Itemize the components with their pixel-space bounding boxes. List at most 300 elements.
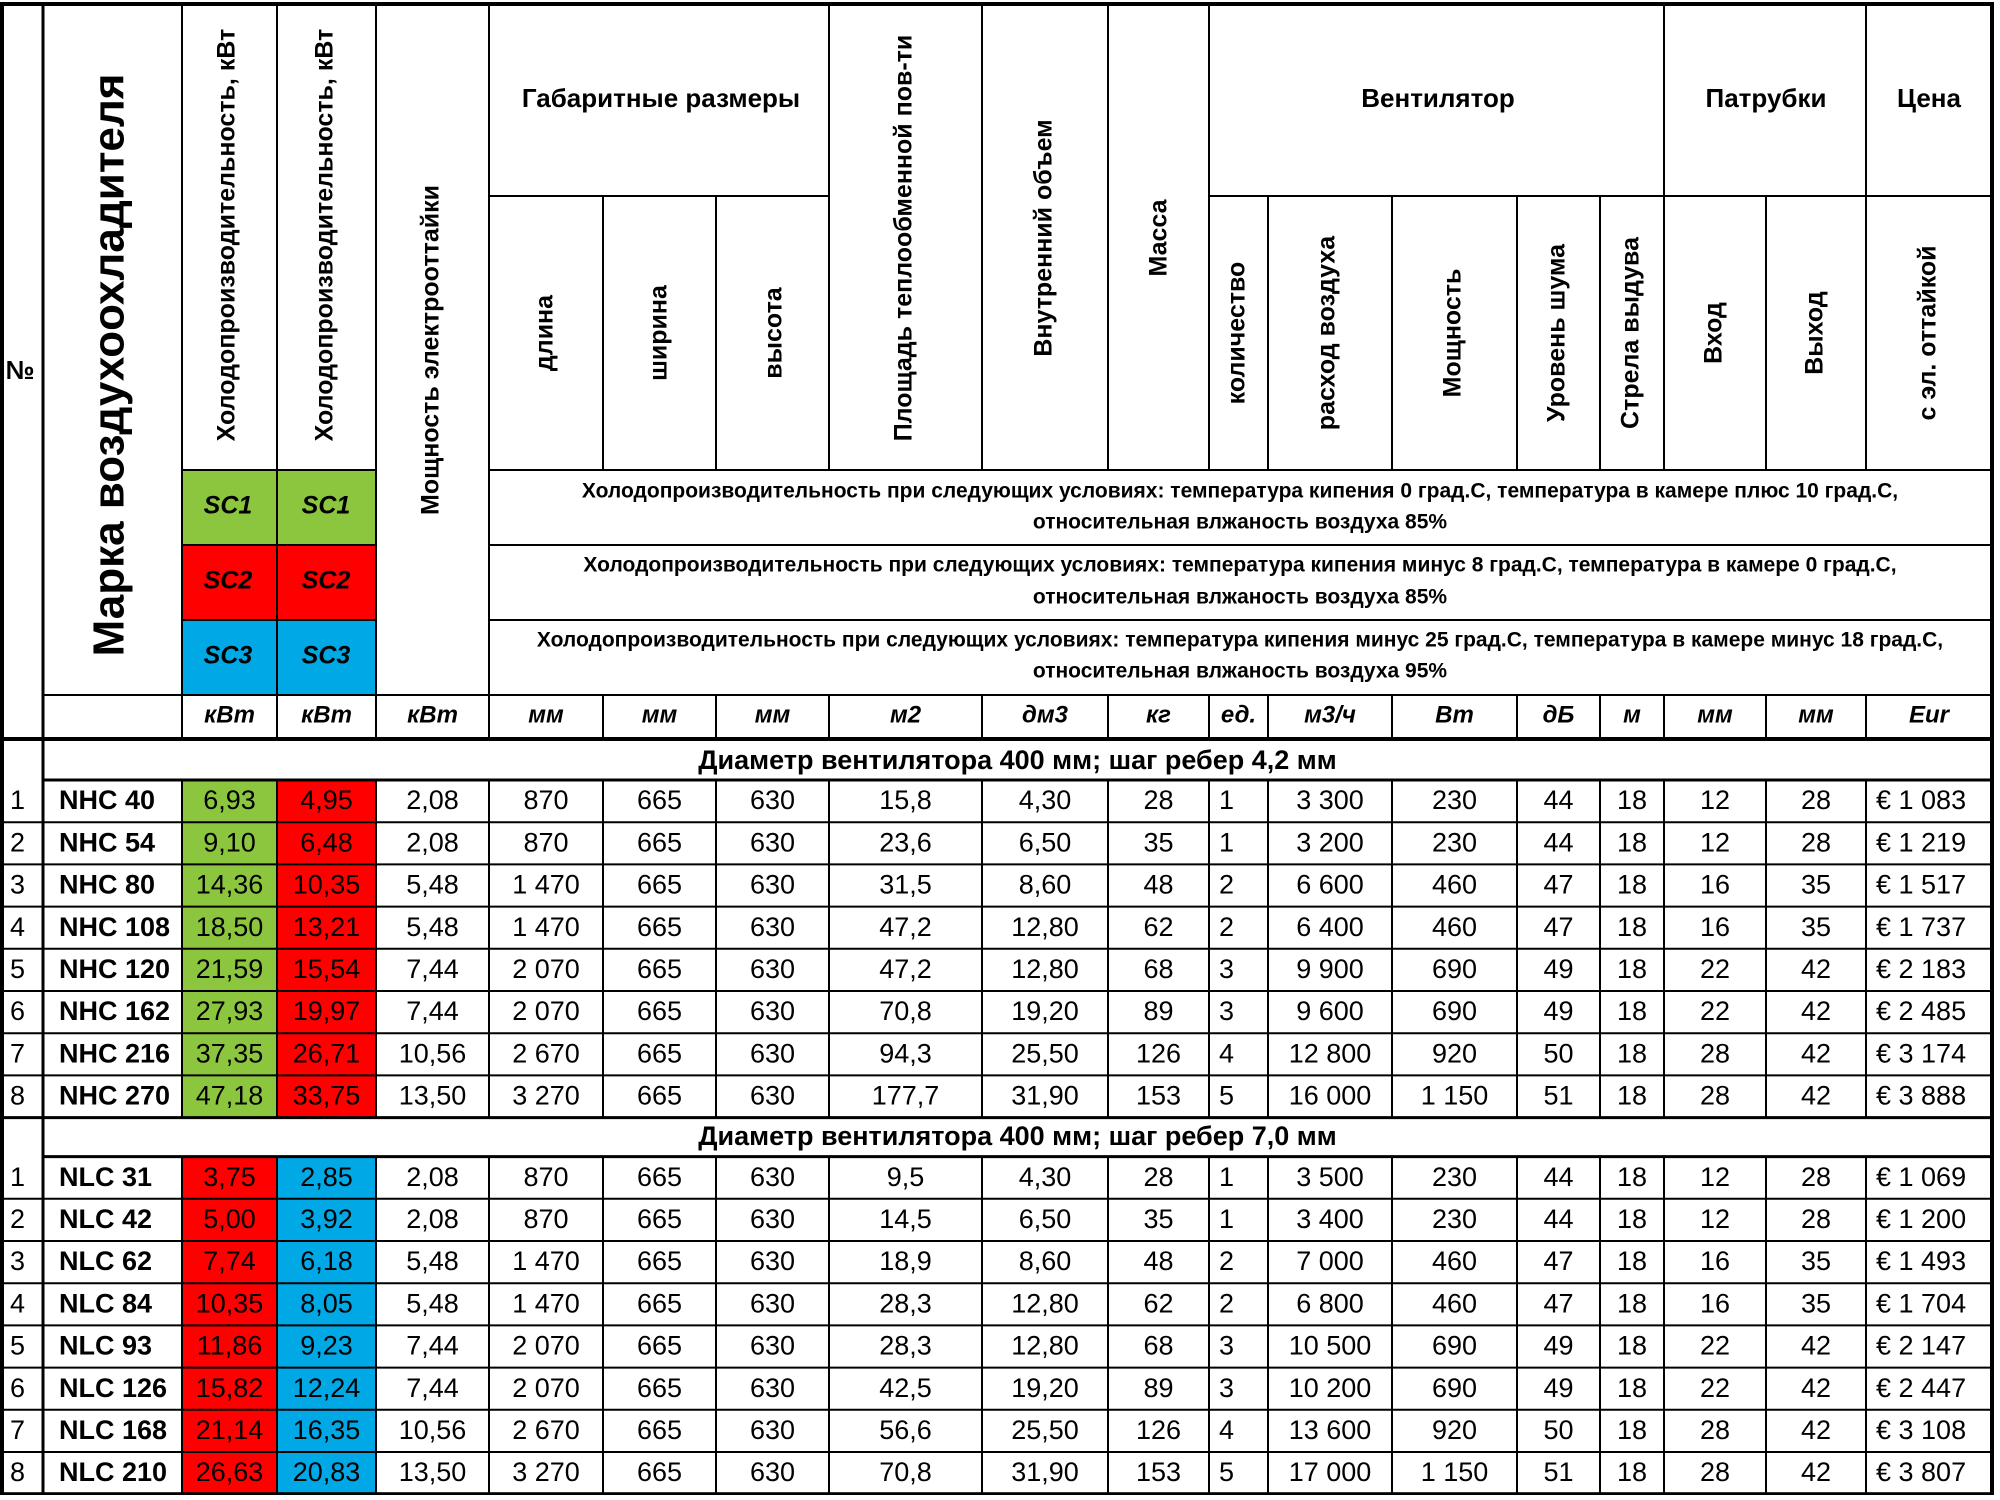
table-cell: 28,3	[879, 1330, 932, 1361]
fan-qty-cell: 5	[1219, 1457, 1235, 1488]
unit-label: мм	[1798, 701, 1834, 729]
table-cell: 2 670	[512, 1038, 580, 1069]
table-cell: 6,93	[203, 785, 256, 816]
condition-sc1-line1: Холодопроизводительность при следующих условиях: температура кипения 0 град.С, температура в камере плюс 10 град.С,	[581, 479, 1899, 503]
fan-qty-cell: 3	[1219, 954, 1235, 985]
fan-qty-cell: 1	[1219, 785, 1235, 816]
table-cell: 630	[749, 1288, 796, 1319]
table-cell: 630	[749, 1204, 796, 1235]
table-cell: 4,30	[1018, 1161, 1072, 1192]
unit-label: дБ	[1542, 701, 1575, 729]
price-cell: € 1 069	[1876, 1161, 1967, 1192]
fan-qty-cell: 3	[1219, 996, 1235, 1027]
table-cell: 15,54	[292, 954, 361, 985]
fan-qty-cell: 3	[1219, 1372, 1235, 1403]
table-cell: 630	[749, 954, 796, 985]
table-cell: 18	[1616, 785, 1648, 816]
table-cell: 665	[636, 1204, 683, 1235]
table-cell: 5,48	[406, 1288, 459, 1319]
table-cell: 12,80	[1011, 1288, 1079, 1319]
fan-qty-cell: 4	[1219, 1038, 1235, 1069]
model-name: NLC 210	[59, 1457, 168, 1488]
sc3-label-1: SC3	[203, 641, 253, 670]
table-cell: 665	[636, 827, 683, 858]
table-cell: 21,59	[195, 954, 264, 985]
table-cell: 26,63	[195, 1457, 264, 1488]
fan-qty-cell: 1	[1219, 827, 1235, 858]
table-cell: 665	[636, 1457, 683, 1488]
table-cell: 665	[636, 1330, 683, 1361]
table-cell: 460	[1431, 869, 1478, 900]
table-cell: 665	[636, 1080, 683, 1111]
table-cell: 630	[749, 1330, 796, 1361]
table-cell: 13,21	[292, 911, 361, 942]
unit-label: кВт	[407, 701, 458, 729]
table-cell: 22	[1699, 1330, 1731, 1361]
table-cell: 7,44	[406, 1372, 459, 1403]
table-cell: 47	[1543, 869, 1574, 900]
table-cell: 3 200	[1296, 827, 1364, 858]
table-cell: 20,83	[292, 1457, 361, 1488]
number-header: №	[5, 354, 35, 385]
condition-sc2-line1: Холодопроизводительность при следующих условиях: температура кипения минус 8 град.С, температура в камере 0 град.С,	[583, 553, 1897, 577]
table-cell: 47,2	[879, 911, 932, 942]
fan-qty-header: количество	[1222, 261, 1251, 405]
model-name: NHC 108	[59, 911, 171, 942]
table-cell: 630	[749, 827, 796, 858]
table-cell: 49	[1543, 1330, 1574, 1361]
table-cell: 35	[1800, 869, 1832, 900]
table-cell: 7,44	[406, 996, 459, 1027]
unit-label: мм	[1697, 701, 1733, 729]
table-cell: 28	[1143, 1161, 1174, 1192]
table-cell: 870	[523, 1204, 569, 1235]
table-cell: 19,20	[1011, 1372, 1079, 1403]
table-cell: 42,5	[879, 1372, 932, 1403]
table-cell: 4,95	[300, 785, 353, 816]
table-cell: 6 600	[1296, 869, 1364, 900]
unit-label: м	[1623, 701, 1641, 729]
table-cell: 68	[1143, 954, 1174, 985]
table-cell: 2 070	[512, 1372, 580, 1403]
model-name: NHC 54	[59, 827, 156, 858]
fan-qty-cell: 4	[1219, 1415, 1235, 1446]
table-cell: 665	[636, 1161, 683, 1192]
table-cell: 51	[1543, 1080, 1574, 1111]
table-cell: 42	[1800, 996, 1832, 1027]
table-cell: 9,23	[300, 1330, 353, 1361]
table-cell: 28,3	[879, 1288, 932, 1319]
table-cell: 28	[1699, 1415, 1731, 1446]
fan-qty-cell: 3	[1219, 1330, 1235, 1361]
model-name: NLC 84	[59, 1288, 153, 1319]
fan-qty-cell: 1	[1219, 1161, 1235, 1192]
table-cell: 5,48	[406, 1246, 459, 1277]
model-name: NHC 120	[59, 954, 171, 985]
table-cell: 12,80	[1011, 954, 1079, 985]
table-cell: 6 400	[1296, 911, 1364, 942]
table-cell: 690	[1431, 996, 1478, 1027]
table-cell: 460	[1431, 911, 1478, 942]
fan-header: Вентилятор	[1361, 82, 1515, 113]
model-name: NHC 216	[59, 1038, 171, 1069]
table-cell: 2 070	[512, 996, 580, 1027]
table-cell: 31,90	[1011, 1457, 1079, 1488]
table-cell: 12	[1699, 1161, 1731, 1192]
table-cell: 2 070	[512, 1330, 580, 1361]
model-name: NLC 62	[59, 1246, 153, 1277]
table-cell: 665	[636, 1415, 683, 1446]
table-cell: 7 000	[1296, 1246, 1364, 1277]
table-cell: 19,97	[292, 996, 361, 1027]
table-cell: 13,50	[398, 1457, 467, 1488]
price-cell: € 2 147	[1876, 1330, 1967, 1361]
row-number: 2	[10, 1204, 26, 1235]
table-cell: 630	[749, 1415, 796, 1446]
table-cell: 1 470	[512, 1288, 580, 1319]
table-cell: 630	[749, 1457, 796, 1488]
table-cell: 18,50	[195, 911, 264, 942]
table-cell: 16	[1699, 911, 1731, 942]
table-cell: 28	[1143, 785, 1174, 816]
table-cell: 35	[1143, 827, 1174, 858]
table-cell: 18	[1616, 1204, 1648, 1235]
table-cell: 6,50	[1018, 827, 1072, 858]
table-cell: 62	[1143, 1288, 1174, 1319]
table-cell: 49	[1543, 1372, 1574, 1403]
table-cell: 665	[636, 1372, 683, 1403]
table-cell: 12,80	[1011, 1330, 1079, 1361]
unit-label: м2	[889, 701, 922, 729]
price-cell: € 1 219	[1876, 827, 1967, 858]
table-cell: 12,24	[292, 1372, 361, 1403]
table-cell: 10,35	[292, 869, 361, 900]
table-cell: 15,8	[879, 785, 932, 816]
defrost-power-header: Мощность электрооттайки	[416, 185, 445, 515]
row-number: 8	[10, 1080, 26, 1111]
table-cell: 47	[1543, 911, 1574, 942]
table-cell: 3 270	[512, 1080, 580, 1111]
table-cell: 6,50	[1018, 1204, 1072, 1235]
table-cell: 9 900	[1296, 954, 1364, 985]
table-cell: 70,8	[879, 996, 932, 1027]
price-cell: € 1 200	[1876, 1204, 1967, 1235]
brand-header: Марка воздухоохладителя	[84, 73, 134, 657]
table-cell: 12,80	[1011, 911, 1079, 942]
table-cell: 1 150	[1420, 1080, 1489, 1111]
table-cell: 47	[1543, 1246, 1574, 1277]
sc2-label-1: SC2	[203, 566, 253, 595]
table-cell: 33,75	[292, 1080, 361, 1111]
table-cell: 28	[1699, 1457, 1731, 1488]
table-cell: 56,6	[879, 1415, 932, 1446]
outlet-header: Выход	[1800, 291, 1829, 375]
table-cell: 1 150	[1420, 1457, 1489, 1488]
table-cell: 1 470	[512, 869, 580, 900]
table-cell: 665	[636, 996, 683, 1027]
table-cell: 14,5	[879, 1204, 932, 1235]
fan-qty-cell: 2	[1219, 1246, 1235, 1277]
volume-header: Внутренний объем	[1029, 119, 1058, 357]
price-cell: € 1 517	[1876, 869, 1967, 900]
width-header: ширина	[644, 285, 673, 381]
table-cell: 630	[749, 1080, 796, 1111]
table-cell: 47,2	[879, 954, 932, 985]
table-cell: 18	[1616, 1288, 1648, 1319]
table-cell: 44	[1543, 1204, 1574, 1235]
table-cell: 2,08	[406, 785, 459, 816]
table-cell: 630	[749, 869, 796, 900]
table-cell: 3 270	[512, 1457, 580, 1488]
table-cell: 12	[1699, 827, 1731, 858]
table-cell: 44	[1543, 1161, 1574, 1192]
table-cell: 19,20	[1011, 996, 1079, 1027]
model-name: NHC 80	[59, 869, 156, 900]
row-number: 7	[10, 1038, 26, 1069]
model-name: NLC 126	[59, 1372, 168, 1403]
height-header: высота	[759, 287, 788, 379]
table-cell: 28	[1699, 1080, 1731, 1111]
table-cell: 18	[1616, 1415, 1648, 1446]
price-cell: € 3 888	[1876, 1080, 1967, 1111]
table-cell: 13 600	[1288, 1415, 1372, 1446]
table-cell: 690	[1431, 1330, 1478, 1361]
table-cell: 2 670	[512, 1415, 580, 1446]
row-number: 5	[10, 954, 26, 985]
table-cell: 6,18	[300, 1246, 353, 1277]
table-cell: 50	[1543, 1415, 1574, 1446]
table-cell: 230	[1431, 785, 1478, 816]
table-cell: 7,44	[406, 954, 459, 985]
price-cell: € 2 485	[1876, 996, 1967, 1027]
table-cell: 42	[1800, 1415, 1832, 1446]
table-cell: 49	[1543, 954, 1574, 985]
inlet-header: Вход	[1699, 302, 1728, 364]
price-cell: € 3 807	[1876, 1457, 1967, 1488]
table-cell: 11,86	[196, 1330, 263, 1361]
model-name: NHC 162	[59, 996, 171, 1027]
table-cell: 25,50	[1011, 1038, 1079, 1069]
table-cell: 16,35	[292, 1415, 361, 1446]
airflow-header: расход воздуха	[1312, 235, 1341, 431]
table-cell: 47	[1543, 1288, 1574, 1319]
table-cell: 230	[1431, 827, 1478, 858]
row-number: 1	[10, 785, 26, 816]
table-cell: 18	[1616, 1038, 1648, 1069]
table-cell: 630	[749, 1161, 796, 1192]
unit-label: Вт	[1435, 701, 1474, 729]
table-cell: 460	[1431, 1246, 1478, 1277]
mass-header: Масса	[1144, 199, 1173, 277]
table-cell: 5,00	[203, 1204, 256, 1235]
sc2-label-2: SC2	[301, 566, 351, 595]
noise-header: Уровень шума	[1542, 244, 1571, 422]
area-header: Площадь теплообменной пов-ти	[889, 34, 918, 442]
table-cell: 870	[523, 785, 569, 816]
table-cell: 42	[1800, 1457, 1832, 1488]
table-cell: 3 400	[1296, 1204, 1364, 1235]
condition-sc3-line1: Холодопроизводительность при следующих условиях: температура кипения минус 25 град.С, температура в камере минус 18 град.С,	[536, 628, 1944, 652]
table-cell: 10 500	[1288, 1330, 1372, 1361]
table-cell: 31,90	[1011, 1080, 1079, 1111]
unit-label: мм	[528, 701, 564, 729]
table-cell: 18,9	[879, 1246, 932, 1277]
table-cell: 8,05	[300, 1288, 353, 1319]
table-cell: 16	[1699, 869, 1731, 900]
table-cell: 42	[1800, 1080, 1832, 1111]
table-cell: 665	[636, 954, 683, 985]
table-cell: 16	[1699, 1288, 1731, 1319]
table-cell: 18	[1616, 869, 1648, 900]
table-cell: 630	[749, 785, 796, 816]
table-cell: 16	[1699, 1246, 1731, 1277]
table-cell: 44	[1543, 785, 1574, 816]
price-cell: € 1 704	[1876, 1288, 1967, 1319]
fan-qty-cell: 2	[1219, 911, 1235, 942]
model-name: NLC 93	[59, 1330, 153, 1361]
unit-label: ед.	[1220, 701, 1257, 729]
throw-header: Стрела выдува	[1616, 237, 1645, 429]
table-cell: 18	[1616, 1330, 1648, 1361]
unit-label: кВт	[204, 701, 255, 729]
table-cell: 10 200	[1288, 1372, 1372, 1403]
section-title: Диаметр вентилятора 400 мм; шаг ребер 4,2 мм	[698, 745, 1337, 776]
unit-label: Eur	[1908, 701, 1950, 729]
table-cell: 42	[1800, 1038, 1832, 1069]
row-number: 2	[10, 827, 26, 858]
row-number: 3	[10, 1246, 26, 1277]
table-cell: 12	[1699, 785, 1731, 816]
unit-label: мм	[754, 701, 791, 729]
table-cell: 9,10	[203, 827, 256, 858]
table-cell: 665	[636, 869, 683, 900]
table-cell: 2,08	[406, 827, 459, 858]
table-cell: 3,75	[203, 1161, 256, 1192]
table-cell: 18	[1616, 1372, 1648, 1403]
table-cell: 630	[749, 1246, 796, 1277]
table-cell: 25,50	[1011, 1415, 1079, 1446]
row-number: 4	[10, 1288, 26, 1319]
table-cell: 62	[1143, 911, 1174, 942]
table-cell: 690	[1431, 1372, 1478, 1403]
table-cell: 18	[1616, 1161, 1648, 1192]
table-cell: 630	[749, 1372, 796, 1403]
table-cell: 6 800	[1296, 1288, 1364, 1319]
fan-qty-cell: 1	[1219, 1204, 1235, 1235]
table-cell: 6,48	[300, 827, 353, 858]
table-cell: 3,92	[300, 1204, 353, 1235]
table-cell: 18	[1616, 1080, 1648, 1111]
table-cell: 18	[1616, 1246, 1648, 1277]
price-sub-header: с эл. оттайкой	[1913, 245, 1942, 421]
table-cell: 49	[1543, 996, 1574, 1027]
table-cell: 8,60	[1018, 869, 1072, 900]
table-cell: 42	[1800, 954, 1832, 985]
table-cell: 7,74	[203, 1246, 256, 1277]
table-cell: 23,6	[879, 827, 932, 858]
table-cell: 10,56	[398, 1415, 467, 1446]
table-cell: 48	[1143, 1246, 1174, 1277]
row-number: 6	[10, 996, 26, 1027]
condition-sc1-line2: относительная влжаность воздуха 85%	[1032, 510, 1448, 534]
table-cell: 4,30	[1018, 785, 1072, 816]
price-cell: € 1 737	[1876, 911, 1967, 942]
table-cell: 47,18	[195, 1080, 264, 1111]
dimensions-header: Габаритные размеры	[521, 82, 801, 113]
table-cell: 8,60	[1018, 1246, 1072, 1277]
price-header: Цена	[1897, 82, 1961, 113]
table-cell: 27,93	[195, 996, 264, 1027]
row-number: 8	[10, 1457, 26, 1488]
table-cell: 35	[1800, 1246, 1832, 1277]
table-cell: 2,08	[406, 1161, 459, 1192]
table-cell: 5,48	[406, 911, 459, 942]
model-name: NLC 31	[59, 1161, 153, 1192]
table-cell: 13,50	[398, 1080, 467, 1111]
table-cell: 665	[636, 1038, 683, 1069]
table-cell: 920	[1431, 1415, 1478, 1446]
table-cell: 3 300	[1296, 785, 1364, 816]
table-cell: 16 000	[1288, 1080, 1372, 1111]
condition-sc2-line2: относительная влжаность воздуха 85%	[1032, 585, 1448, 609]
table-cell: 10,35	[195, 1288, 264, 1319]
table-cell: 690	[1431, 954, 1478, 985]
table-cell: 28	[1800, 1204, 1832, 1235]
model-name: NLC 42	[59, 1204, 153, 1235]
table-cell: 665	[636, 911, 683, 942]
table-cell: 9 600	[1296, 996, 1364, 1027]
table-cell: 51	[1543, 1457, 1574, 1488]
table-cell: 28	[1800, 785, 1832, 816]
price-cell: € 1 493	[1876, 1246, 1967, 1277]
table-cell: 12 800	[1288, 1038, 1372, 1069]
table-cell: 28	[1800, 827, 1832, 858]
table-cell: 1 470	[512, 1246, 580, 1277]
length-header: длина	[530, 294, 559, 372]
table-cell: 2,85	[300, 1161, 353, 1192]
table-cell: 665	[636, 785, 683, 816]
table-cell: 2 070	[512, 954, 580, 985]
table-cell: 28	[1800, 1161, 1832, 1192]
table-cell: 26,71	[292, 1038, 361, 1069]
table-cell: 12	[1699, 1204, 1731, 1235]
row-number: 7	[10, 1415, 26, 1446]
table-cell: 18	[1616, 996, 1648, 1027]
price-cell: € 3 108	[1876, 1415, 1967, 1446]
table-cell: 18	[1616, 827, 1648, 858]
table-cell: 35	[1800, 1288, 1832, 1319]
price-cell: € 2 183	[1876, 954, 1967, 985]
table-cell: 94,3	[879, 1038, 932, 1069]
table-cell: 630	[749, 1038, 796, 1069]
table-cell: 22	[1699, 954, 1731, 985]
sc3-label-2: SC3	[301, 641, 351, 670]
table-cell: 920	[1431, 1038, 1478, 1069]
table-cell: 89	[1143, 1372, 1174, 1403]
table-cell: 10,56	[398, 1038, 467, 1069]
row-number: 1	[10, 1161, 26, 1192]
table-cell: 18	[1616, 911, 1648, 942]
table-cell: 37,35	[195, 1038, 264, 1069]
table-cell: 665	[636, 1288, 683, 1319]
model-name: NHC 270	[59, 1080, 171, 1111]
fan-qty-cell: 5	[1219, 1080, 1235, 1111]
table-cell: 9,5	[886, 1161, 925, 1192]
table-cell: 630	[749, 911, 796, 942]
unit-label: м3/ч	[1304, 701, 1356, 729]
pipes-header: Патрубки	[1705, 82, 1827, 113]
table-cell: 870	[523, 1161, 569, 1192]
